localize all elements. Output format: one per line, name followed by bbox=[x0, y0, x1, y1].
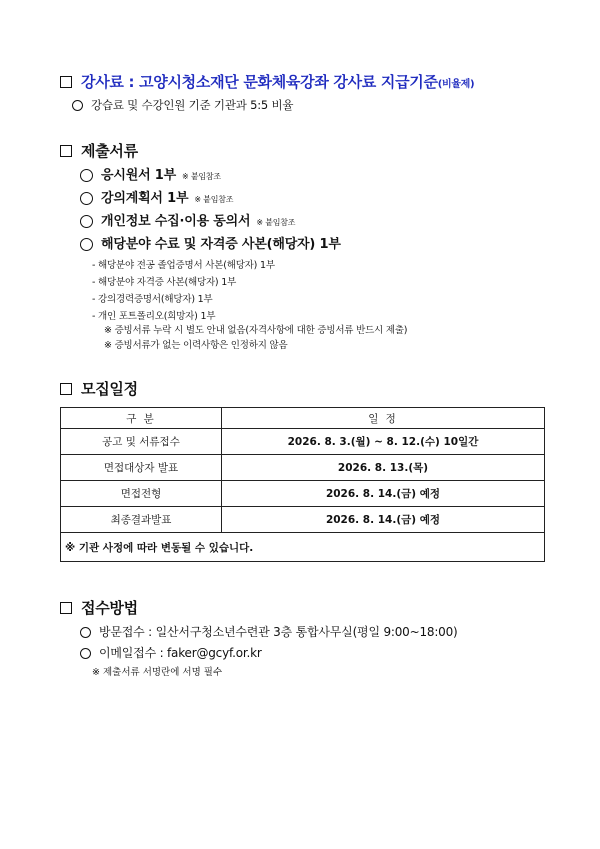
table-cell-label: 면접전형 bbox=[61, 481, 222, 507]
circle-bullet-icon bbox=[72, 100, 83, 111]
circle-bullet-icon bbox=[80, 648, 91, 659]
table-header-row bbox=[61, 408, 545, 429]
document-item-note: ※ 붙임참조 bbox=[256, 218, 296, 227]
document-sub-item: - 강의경력증명서(해당자) 1부 bbox=[92, 294, 213, 305]
fee-section-title bbox=[60, 71, 474, 92]
square-bullet-icon bbox=[60, 383, 72, 395]
table-cell-value: 2026. 8. 13.(목) bbox=[222, 455, 545, 481]
circle-bullet-icon bbox=[80, 627, 91, 638]
document-item bbox=[80, 187, 233, 206]
document-item bbox=[80, 210, 295, 229]
document-sub-item: - 해당분야 전공 졸업증명서 사본(해당자) 1부 bbox=[92, 260, 275, 271]
document-item-label: 응시원서 1부 bbox=[101, 168, 176, 183]
document-sub-item: - 해당분야 자격증 사본(해당자) 1부 bbox=[92, 277, 237, 288]
circle-bullet-icon bbox=[80, 169, 93, 182]
table-row bbox=[61, 481, 545, 507]
table-cell-label: 공고 및 서류접수 bbox=[61, 429, 222, 455]
schedule-title: 모집일정 bbox=[81, 380, 138, 398]
table-cell-value: 2026. 8. 14.(금) 예정 bbox=[222, 481, 545, 507]
schedule-section-title bbox=[60, 378, 138, 399]
table-header-category: 구 분 bbox=[61, 408, 222, 429]
table-row bbox=[61, 507, 545, 533]
circle-bullet-icon bbox=[80, 215, 93, 228]
table-header-schedule: 일 정 bbox=[222, 408, 545, 429]
table-cell-value: 2026. 8. 3.(월) ~ 8. 12.(수) 10일간 bbox=[222, 429, 545, 455]
square-bullet-icon bbox=[60, 602, 72, 614]
square-bullet-icon bbox=[60, 76, 72, 88]
document-item-label: 개인정보 수집·이용 동의서 bbox=[101, 214, 251, 229]
application-title: 접수방법 bbox=[81, 599, 138, 617]
document-note: ※ 증빙서류가 없는 이력사항은 인정하지 않음 bbox=[104, 340, 288, 351]
table-cell-label: 면접대상자 발표 bbox=[61, 455, 222, 481]
documents-section-title bbox=[60, 140, 138, 161]
application-note: ※ 제출서류 서명란에 서명 필수 bbox=[92, 667, 223, 678]
application-item bbox=[80, 623, 458, 640]
application-item bbox=[80, 644, 262, 661]
square-bullet-icon bbox=[60, 145, 72, 157]
table-row bbox=[61, 455, 545, 481]
table-cell-value: 2026. 8. 14.(금) 예정 bbox=[222, 507, 545, 533]
document-sub-item: - 개인 포트폴리오(희망자) 1부 bbox=[92, 311, 216, 322]
application-email: 이메일접수 : faker@gcyf.or.kr bbox=[99, 646, 262, 660]
table-row bbox=[61, 429, 545, 455]
fee-item-text: 강습료 및 수강인원 기준 기관과 5:5 비율 bbox=[91, 98, 294, 112]
document-item bbox=[80, 233, 341, 252]
documents-title: 제출서류 bbox=[81, 142, 138, 160]
circle-bullet-icon bbox=[80, 238, 93, 251]
table-cell-label: 최종결과발표 bbox=[61, 507, 222, 533]
application-item-text: 방문접수 : 일산서구청소년수련관 3층 통합사무실(평일 9:00~18:00) bbox=[99, 625, 458, 639]
table-footnote: ※ 기관 사정에 따라 변동될 수 있습니다. bbox=[61, 533, 545, 562]
document-item-note: ※ 붙임참조 bbox=[181, 172, 221, 181]
fee-title-main: 강사료 : 고양시청소재단 문화체육강좌 강사료 지급기준 bbox=[81, 73, 438, 91]
document-item-note: ※ 붙임참조 bbox=[194, 195, 234, 204]
document-item-label: 강의계획서 1부 bbox=[101, 191, 189, 206]
document-note: ※ 증빙서류 누락 시 별도 안내 없음(자격사항에 대한 증빙서류 반드시 제출) bbox=[104, 325, 408, 336]
table-footnote-row bbox=[61, 533, 545, 562]
fee-item bbox=[72, 97, 293, 113]
fee-title-suffix: (비율제) bbox=[437, 79, 475, 90]
document-item bbox=[80, 164, 221, 183]
application-section-title bbox=[60, 597, 138, 618]
document-item-label: 해당분야 수료 및 자격증 사본(해당자) 1부 bbox=[101, 237, 341, 252]
schedule-table bbox=[60, 407, 545, 562]
circle-bullet-icon bbox=[80, 192, 93, 205]
